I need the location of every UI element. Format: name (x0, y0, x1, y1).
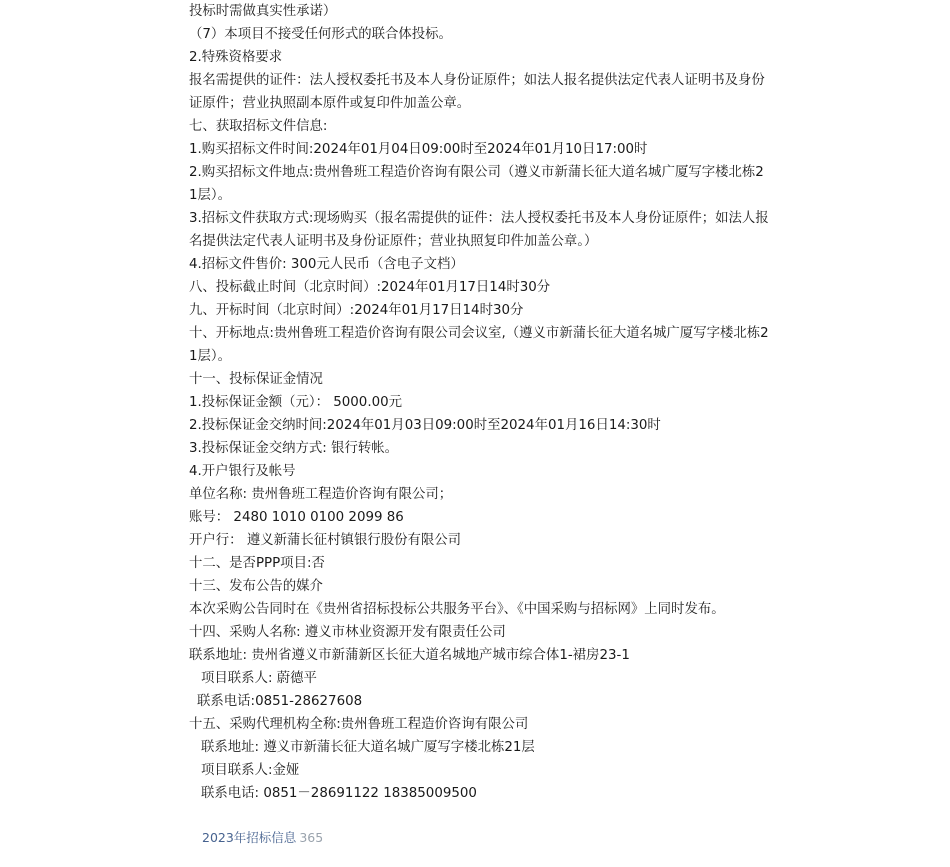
text-line: 3.投标保证金交纳方式: 银行转帐。 (189, 441, 399, 456)
text-line: 单位名称: 贵州鲁班工程造价咨询有限公司； (189, 487, 453, 502)
section-heading: 十二、是否PPP项目:否 (189, 556, 325, 571)
text-line: 4.招标文件售价: 300元人民币（含电子文档） (189, 257, 464, 272)
section-heading: 十一、投标保证金情况 (189, 372, 323, 387)
section-heading: 十三、发布公告的媒介 (189, 579, 323, 594)
text-paragraph: 3.招标文件获取方式:现场购买（报名需提供的证件：法人授权委托书及本人身份证原件；如法人报名提供法定代表人证明书及身份证原件；营业执照复印件加盖公章。） (189, 211, 769, 249)
text-line: 1.购买招标文件时间:2024年01月04日09:00时至2024年01月10日17:00时 (189, 142, 648, 157)
text-line: 2.投标保证金交纳时间:2024年01月03日09:00时至2024年01月16日14:30时 (189, 418, 661, 433)
text-line: 联系电话:0851-28627608 (197, 694, 363, 709)
text-line: 项目联系人: 蔚德平 (201, 671, 317, 686)
section-heading: 八、投标截止时间（北京时间）:2024年01月17日14时30分 (189, 280, 551, 295)
tag-count: 365 (299, 830, 324, 845)
section-heading: 十四、采购人名称: 遵义市林业资源开发有限责任公司 (189, 625, 506, 640)
text-line: 联系地址: 遵义市新蒲长征大道名城广厦写字楼北栋21层 (201, 740, 535, 755)
text-line: 开户行： 遵义新蒲长征村镇银行股份有限公司 (189, 533, 462, 548)
text-line: 投标时需做真实性承诺） (189, 4, 337, 19)
section-heading: 七、获取招标文件信息: (189, 119, 328, 134)
text-line: 联系电话: 0851－28691122 18385009500 (201, 786, 477, 801)
announcement-body (189, 0, 769, 805)
section-heading: 九、开标时间（北京时间）:2024年01月17日14时30分 (189, 303, 524, 318)
section-heading: 2.特殊资格要求 (189, 50, 283, 65)
text-paragraph: 2.购买招标文件地点:贵州鲁班工程造价咨询有限公司（遵义市新蒲长征大道名城广厦写字楼北栋21层）。 (189, 165, 764, 203)
text-line: 本次采购公告同时在《贵州省招标投标公共服务平台》、《中国采购与招标网》上同时发布。 (189, 602, 725, 617)
text-line: 联系地址: 贵州省遵义市新蒲新区长征大道名城地产城市综合体1-裙房23-1 (189, 648, 630, 663)
article-tag[interactable] (202, 828, 323, 848)
text-line: （7）本项目不接受任何形式的联合体投标。 (189, 27, 452, 42)
text-line: 4.开户银行及帐号 (189, 464, 296, 479)
text-line: 账号： 2480 1010 0100 2099 86 (189, 510, 404, 525)
section-heading: 十五、采购代理机构全称:贵州鲁班工程造价咨询有限公司 (189, 717, 529, 732)
text-paragraph: 报名需提供的证件：法人授权委托书及本人身份证原件；如法人报名提供法定代表人证明书及身份证原件；营业执照副本原件或复印件加盖公章。 (189, 73, 765, 111)
section-heading: 十、开标地点:贵州鲁班工程造价咨询有限公司会议室,（遵义市新蒲长征大道名城广厦写字楼北栋21层）。 (189, 326, 769, 364)
tag-label[interactable]: 2023年招标信息 (202, 830, 297, 845)
text-line: 1.投标保证金额（元）： 5000.00元 (189, 395, 403, 410)
text-line: 项目联系人:金娅 (201, 763, 300, 778)
